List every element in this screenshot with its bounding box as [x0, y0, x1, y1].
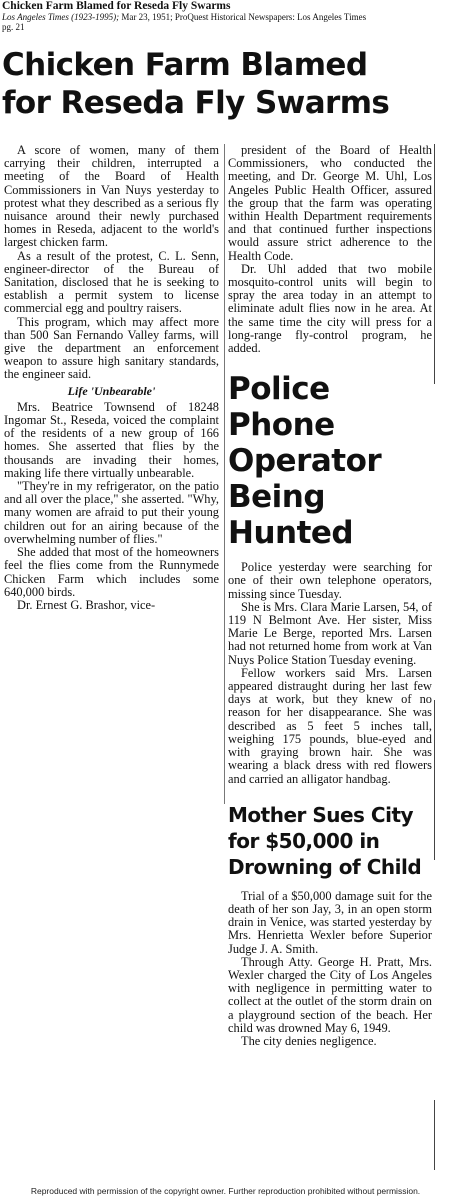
copyright-footer: Reproduced with permission of the copyright owner. Further reproduction prohibited without permission.	[30, 1186, 421, 1196]
left-column	[4, 144, 219, 612]
police-headline: Police Phone Operator Being Hunted	[228, 371, 382, 552]
article-paragraph: Fellow workers said Mrs. Larsen appeared distraught during her last few days at work, but they knew of no reason for her disappearance. She was described as 5 feet 5 inches tall, weighing 175 pounds, blue-eyed and with graying brown hair. She was wearing a black dress with red flowers and carried an alligator handbag.	[228, 665, 432, 786]
article-paragraph: She added that most of the homeowners feel the flies come from the Runnymede Chicken Farm which includes some 640,000 birds.	[4, 545, 219, 599]
article-paragraph: Police yesterday were searching for one of their own telephone operators, missing since Tuesday.	[228, 560, 432, 601]
main-headline-line-2: for Reseda Fly Swarms	[2, 85, 390, 121]
column-divider	[224, 144, 225, 804]
main-headline-line-1: Chicken Farm Blamed	[2, 47, 368, 83]
lawsuit-headline: Mother Sues City for $50,000 in Drowning of Child	[228, 802, 422, 879]
right-edge-rule	[434, 700, 435, 860]
article-paragraph: Through Atty. George H. Pratt, Mrs. Wexler charged the City of Los Angeles with negligence in permitting water to collect at the outlet of the storm drain on a playground section of the beach. Her child was drowned May 6, 1949.	[228, 954, 432, 1035]
source-publication: Los Angeles Times (1923-1995);	[2, 12, 120, 22]
article-paragraph: Dr. Uhl added that two mobile mosquito-control units will begin to spray the area today in an attempt to eliminate adult flies now in he area. At the same time the city will press for a long-range fly-control program, he added.	[228, 261, 432, 356]
source-title: Chicken Farm Blamed for Reseda Fly Swarms	[2, 0, 231, 12]
article-paragraph: The city denies negligence.	[241, 1033, 377, 1048]
article-subhead: Life 'Unbearable'	[67, 383, 156, 398]
article-paragraph: "They're in my refrigerator, on the patio and all over the place," she asserted. "Why, many women are afraid to put their young children out for an airing because of the overwhelming number of flies."	[4, 479, 219, 546]
article-paragraph: As a result of the protest, C. L. Senn, engineer-director of the Bureau of Sanitation, disclosed that he is seeking to establish a permit system to license commercial egg and poultry raisers.	[4, 248, 219, 316]
article-paragraph: Dr. Ernest G. Brashor, vice-	[17, 597, 156, 612]
article-paragraph: Trial of a $50,000 damage suit for the death of her son Jay, 3, in an open storm drain in Venice, was started yesterday by Mrs. Henrietta Wexler before Superior Judge J. A. Smith.	[228, 888, 432, 956]
article-paragraph: president of the Board of Health Commissioners, who conducted the meeting, and Dr. George M. Uhl, Los Angeles Public Health Officer, assured the group that the farm was operating within Health Department requirements and that continued further inspections would assure strict adherence to the Health Code.	[228, 143, 432, 263]
main-headline	[2, 46, 449, 122]
article-paragraph: She is Mrs. Clara Marie Larsen, 54, of 119 N Belmont Ave. Her sister, Miss Marie Le Berge, reported Mrs. Larsen had not returned home from work at Van Nuys Police Station Tuesday evening.	[228, 599, 432, 667]
article-paragraph: Mrs. Beatrice Townsend of 18248 Ingomar St., Reseda, voiced the complaint of the residents of a new group of 166 homes. She asserted that flies by the thousands are invading their homes, making life there virtually unbearable.	[4, 399, 219, 480]
right-edge-rule	[434, 144, 435, 384]
article-paragraph: This program, which may affect more than 500 San Fernando Valley farms, will give the department an enforcement weapon to assure high sanitary standards, the engineer said.	[4, 314, 219, 382]
source-citation-text: Mar 23, 1951; ProQuest Historical Newspapers: Los Angeles Times	[121, 12, 367, 22]
source-page: pg. 21	[2, 22, 25, 32]
right-column	[228, 144, 432, 1048]
right-edge-rule	[434, 1100, 435, 1170]
source-citation	[2, 12, 447, 32]
article-paragraph: A score of women, many of them carrying their children, interrupted a meeting of the Board of Health Commissioners in Van Nuys yesterday to protest what they described as a serious fly nuisance around their newly purchased homes in Reseda, adjacent to the world's largest chicken farm.	[4, 143, 219, 250]
